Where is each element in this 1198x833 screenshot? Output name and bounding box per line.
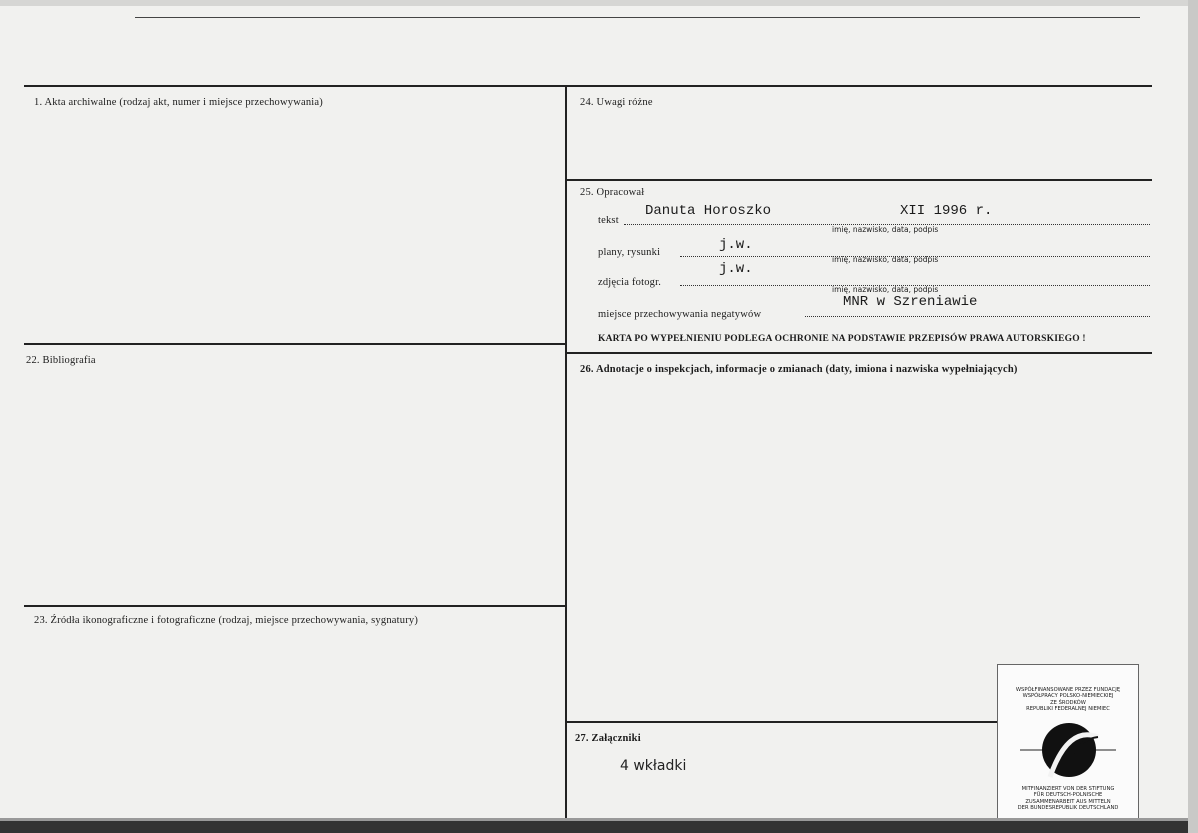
zdjecia-label: zdjęcia fotogr.	[598, 277, 662, 288]
copyright-notice: KARTA PO WYPEŁNIENIU PODLEGA OCHRONIE NA PODSTAWIE PRZEPISÓW PRAWA AUTORSKIEGO !	[598, 334, 1086, 344]
stamp-top-line: WSPÓŁPRACY POLSKO-NIEMIECKIEJ	[1022, 693, 1114, 700]
top-rule	[135, 17, 1140, 18]
grid-line-right-2	[567, 352, 1152, 354]
section-26-label: 26. Adnotacje o inspekcjach, informacje o zmianach (daty, imiona i nazwiska wypełniających)	[580, 364, 1018, 375]
stamp-bottom-line: MITFINANZIERT VON DER STIFTUNG	[1021, 786, 1115, 792]
negatywy-value: MNR w Szreniawie	[843, 294, 978, 310]
tekst-hint: imię, nazwisko, data, podpis	[832, 225, 939, 234]
plany-value: j.w.	[719, 237, 753, 253]
scan-edge-top	[0, 0, 1198, 6]
grid-line-right-1	[567, 179, 1152, 181]
cofinancing-stamp	[997, 664, 1139, 824]
stamp-top-line: REPUBLIKI FEDERALNEJ NIEMIEC	[1026, 706, 1110, 713]
stamp-bottom-line: ZUSAMMENARBEIT AUS MITTELN	[1025, 798, 1111, 805]
tekst-name-value: Danuta Horoszko	[645, 203, 772, 219]
negatywy-label: miejsce przechowywania negatywów	[598, 309, 762, 320]
grid-top-line	[24, 85, 1152, 87]
section-27-label: 27. Załączniki	[575, 733, 641, 744]
scan-edge-bottom-highlight	[0, 818, 1188, 821]
section-22-label: 22. Bibliografia	[26, 355, 96, 366]
zdjecia-hint: imię, nazwisko, data, podpis	[832, 285, 939, 294]
grid-center-divider	[565, 85, 567, 818]
bridge-logo-icon	[1018, 717, 1118, 789]
grid-line-left-2	[24, 605, 565, 607]
zdjecia-value: j.w.	[719, 261, 753, 277]
tekst-label: tekst	[598, 215, 619, 226]
stamp-top-line: ZE ŚRODKÓW	[1050, 699, 1086, 706]
section-24-label: 24. Uwagi różne	[580, 97, 653, 108]
tekst-date-value: XII 1996 r.	[900, 203, 993, 219]
section-23-label: 23. Źródła ikonograficzne i fotograficzne (rodzaj, miejsce przechowywania, sygnatury)	[34, 615, 419, 626]
attachments-handwritten-value: 4 wkładki	[620, 758, 687, 774]
grid-line-right-3	[567, 721, 997, 723]
plany-hint: imię, nazwisko, data, podpis	[832, 255, 939, 264]
grid-line-left-1	[24, 343, 565, 345]
plany-label: plany, rysunki	[598, 247, 661, 258]
stamp-bottom-line: DER BUNDESREPUBLIK DEUTSCHLAND	[1017, 805, 1119, 812]
section-25-label: 25. Opracował	[580, 187, 645, 198]
scan-edge-right	[1188, 0, 1198, 833]
section-1-label: 1. Akta archiwalne (rodzaj akt, numer i miejsce przechowywania)	[34, 97, 323, 108]
stamp-top-line: WSPÓŁFINANSOWANE PRZEZ FUNDACJĘ	[1015, 687, 1121, 693]
stamp-bottom-line: FÜR DEUTSCH-POLNISCHE	[1033, 792, 1103, 799]
negatywy-dotted-line	[805, 316, 1150, 317]
